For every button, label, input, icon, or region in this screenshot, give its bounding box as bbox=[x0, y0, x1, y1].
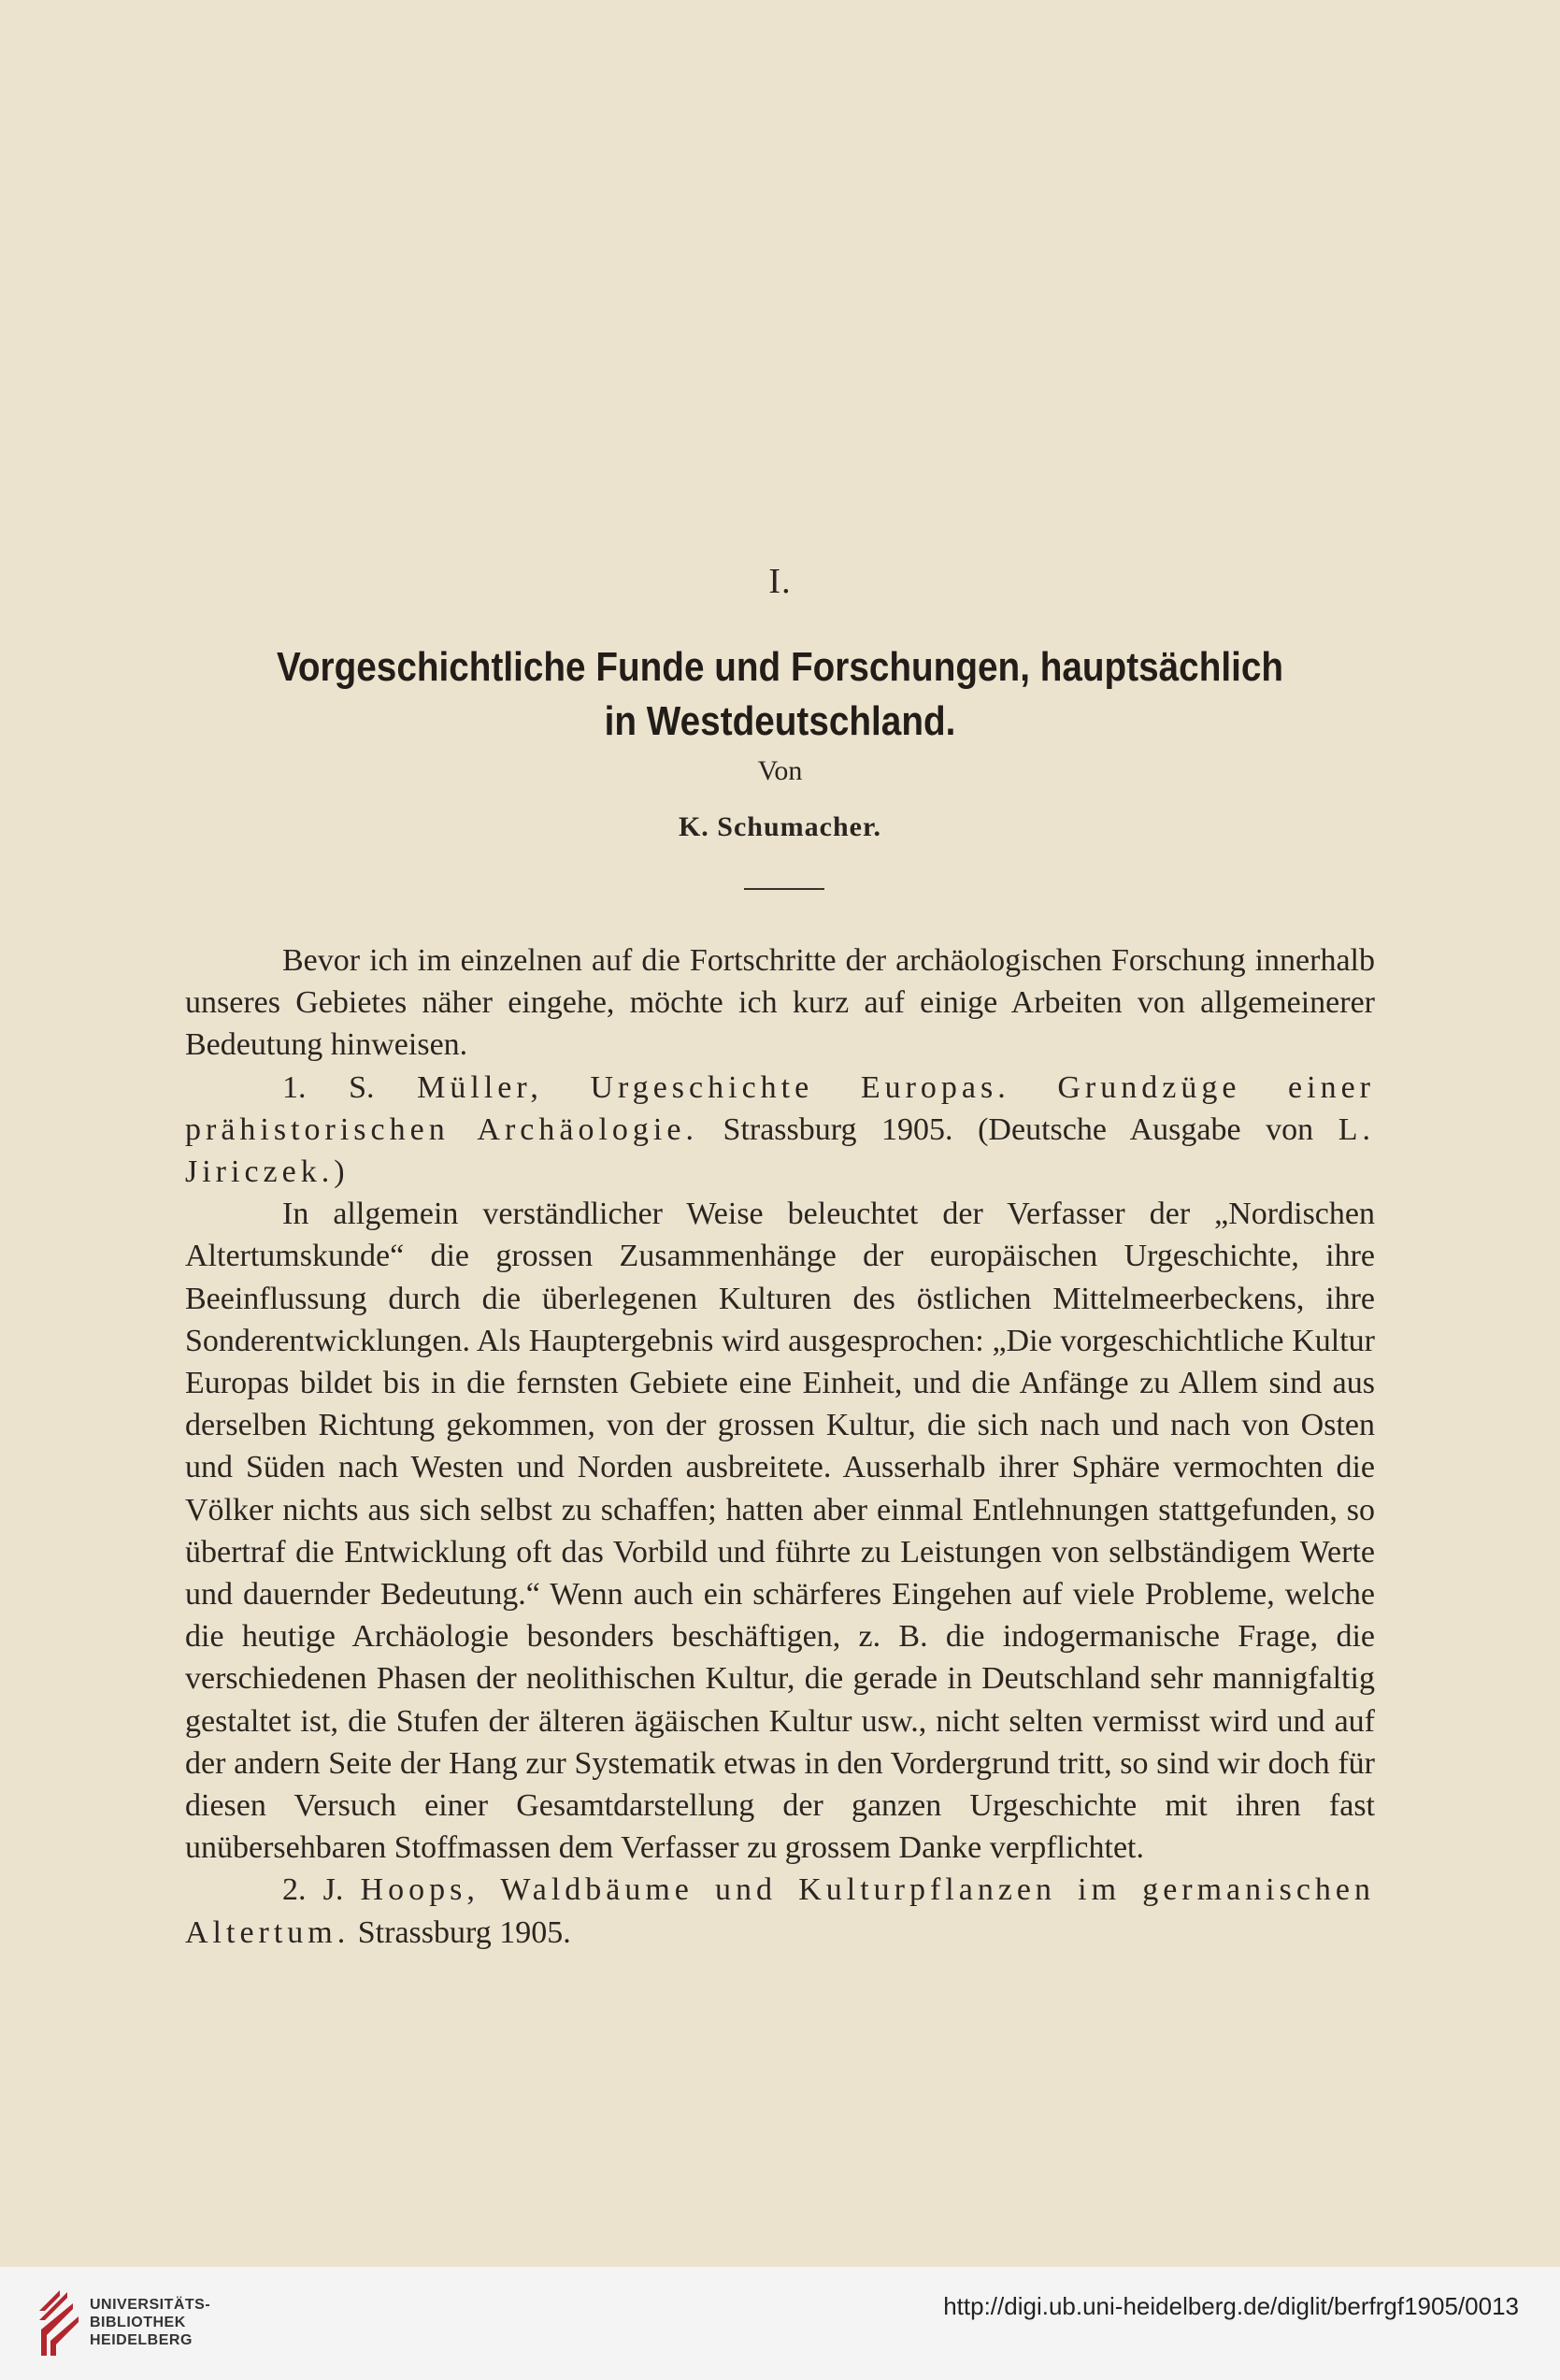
title-line-2: in Westdeutschland. bbox=[604, 698, 956, 744]
divider-rule bbox=[744, 888, 824, 890]
reference-2 bbox=[185, 1869, 1375, 1953]
digitization-footer bbox=[0, 2267, 1560, 2380]
paragraph-intro: Bevor ich im einzelnen auf die Fortschritte der archäologischen Forschung innerhalb unseres Gebietes näher eingehe, möchte ich kurz auf einige Arbeiten von allgemeinerer Bedeutung hinweisen. bbox=[185, 943, 1375, 1063]
source-url-link[interactable]: http://digi.ub.uni-heidelberg.de/diglit/berfrgf1905/0013 bbox=[943, 2292, 1519, 2320]
paragraph-review: In allgemein verständlicher Weise beleuchtet der Verfasser der „Nordischen Altertumskunde“ die grossen Zusammenhänge der europäischen Urgeschichte, ihre Beeinflussung durch die überlegenen Kulturen des östlichen Mittelmeerbeckens, ihre Sonderentwicklungen. Als Hauptergebnis wird ausgesprochen: „Die vorgeschichtliche Kultur Europas bildet bis in die fernsten Gebiete eine Einheit, und die Anfänge zu Allem sind aus derselben Richtung gekommen, von der grossen Kultur, die sich nach und nach von Osten und Süden nach Westen und Norden ausbreitete. Ausserhalb ihrer Sphäre vermochten die Völker nichts aus sich selbst zu schaffen; hatten aber einmal Entlehnungen stattgefunden, so übertraf die Entwicklung oft das Vorbild und führte zu Leistungen von selbständigem Werte und dauernder Bedeutung.“ Wenn auch ein schärferes Eingehen auf viele Probleme, welche die heutige Archäologie besonders beschäftigen, z. B. die indogermanische Frage, die verschiedenen Phasen der neolithischen Kultur, die gerade in Deutschland sehr mannigfaltig gestaltet ist, die Stufen der älteren ägäischen Kultur usw., nicht selten vermisst wird und auf der andern Seite der Hang zur Systematik etwas in den Vordergrund tritt, so sind wir doch für diesen Versuch einer Gesamtdarstellung der ganzen Urgeschichte mit ihren fast unübersehbaren Stoffmassen dem Verfasser zu grossem Danke verpflichtet. bbox=[185, 1197, 1375, 1866]
reference-2-title: Hoops, Waldbäume und Kulturpflanzen im germanischen Altertum. bbox=[185, 1872, 1376, 1950]
author-name: K. Schumacher. bbox=[678, 811, 882, 842]
reference-2-publication: Strassburg 1905. bbox=[357, 1914, 571, 1950]
reference-1-publication: Strassburg 1905. (Deutsche Ausgabe von bbox=[723, 1111, 1314, 1147]
byline-von: Von bbox=[757, 755, 803, 786]
chapter-numeral: I. bbox=[768, 562, 792, 601]
reference-1-title: Müller, Urgeschichte Europas. Grundzüge einer prähistorischen Archäologie. bbox=[185, 1069, 1375, 1147]
reference-2-number: 2. J. bbox=[282, 1872, 344, 1908]
reference-1 bbox=[185, 1067, 1375, 1194]
library-name: UNIVERSITÄTS- BIBLIOTHEK HEIDELBERG bbox=[90, 2297, 211, 2348]
article-title bbox=[93, 640, 1467, 749]
title-line-1: Vorgeschichtliche Funde und Forschungen, hauptsächlich bbox=[276, 644, 1284, 690]
article-body bbox=[185, 939, 1375, 1954]
reference-1-translator: L. Jiriczek.) bbox=[185, 1111, 1376, 1190]
reference-1-number: 1. S. bbox=[282, 1069, 375, 1105]
library-logo-icon bbox=[36, 2283, 84, 2358]
